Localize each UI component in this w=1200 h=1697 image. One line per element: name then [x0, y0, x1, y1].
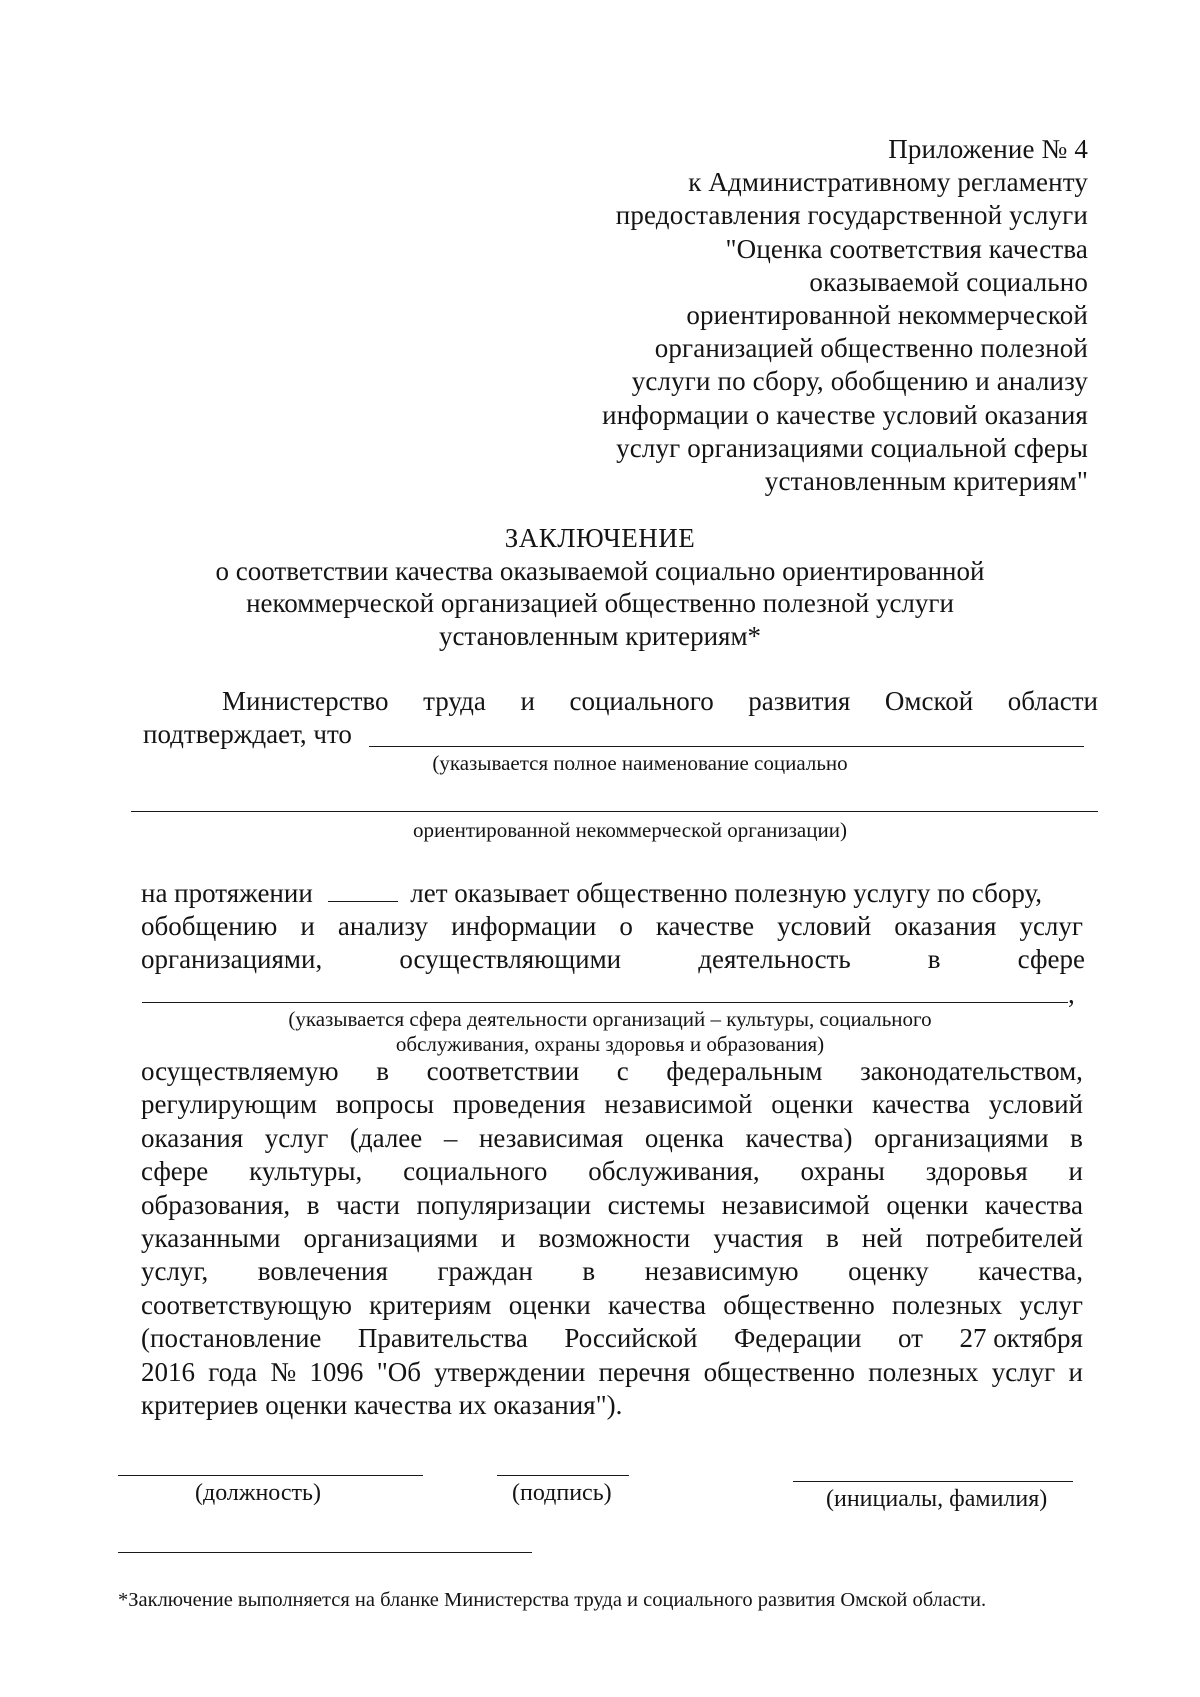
body-word: охраны — [800, 1156, 885, 1187]
organization-name-blank-2 — [131, 811, 1098, 812]
body-word: ней — [861, 1223, 903, 1254]
header-line-11: установленным критериям" — [764, 466, 1088, 497]
header-line-6: ориентированной некоммерческой — [686, 300, 1088, 331]
title-line-1: о соответствии качества оказываемой социально ориентированной — [215, 555, 985, 586]
body-word: вопросы — [335, 1089, 435, 1120]
body-word: от — [897, 1323, 923, 1354]
years-blank — [328, 900, 398, 902]
period-line-2-word: информации — [451, 911, 597, 941]
header-line-4: "Оценка соответствия качества — [725, 233, 1088, 264]
body-word: в — [826, 1223, 839, 1254]
intro-line-1 — [222, 685, 1098, 718]
body-word: законодательством, — [860, 1056, 1083, 1086]
period-line-3-word: в — [927, 944, 941, 974]
sphere-caption-1: (указывается сфера деятельности организаций – культуры, социального — [288, 1007, 932, 1031]
period-line-2-word: оказания — [894, 911, 997, 941]
organization-name-blank — [369, 746, 1084, 747]
organization-caption-2: ориентированной некоммерческой организации) — [413, 818, 847, 842]
body-word: проведения — [452, 1089, 586, 1120]
body-last-line: критериев оценки качества их оказания"). — [141, 1390, 623, 1421]
period-end-text: лет оказывает общественно полезную услугу по сбору, — [410, 878, 1043, 908]
period-line-3-word: деятельность — [698, 944, 851, 974]
name-label: (инициалы, фамилия) — [826, 1486, 1048, 1512]
body-word: граждан — [437, 1256, 533, 1287]
header-line-9: информации о качестве условий оказания — [602, 399, 1088, 430]
intro-line-2 — [143, 718, 352, 751]
body-word: обслуживания, — [588, 1156, 760, 1187]
body-line — [141, 1289, 1083, 1322]
body-word: условий — [988, 1089, 1083, 1120]
body-word: соответствии — [426, 1056, 580, 1086]
body-word: возможности — [538, 1223, 691, 1254]
body-word: (постановление — [141, 1323, 322, 1354]
header-line-5: оказываемой социально — [809, 266, 1088, 297]
body-line — [141, 1255, 1083, 1288]
body-line — [141, 1356, 1083, 1389]
body-word: федеральным — [666, 1056, 823, 1086]
attachment-header — [602, 133, 1088, 498]
period-line-3-word: организациями, — [141, 944, 323, 974]
body-word: в — [582, 1256, 596, 1287]
body-word: (далее — [349, 1122, 423, 1153]
body-word: полезных — [892, 1289, 1003, 1320]
body-line — [141, 1088, 1083, 1121]
body-word: услуг — [264, 1122, 329, 1153]
body-word: качества — [872, 1089, 971, 1120]
body-word: социального — [403, 1156, 548, 1187]
header-line-7: организацией общественно полезной — [654, 333, 1088, 364]
name-signature-line — [793, 1481, 1073, 1482]
header-line-2: к Административному регламенту — [688, 167, 1088, 198]
body-word: соответствующую — [141, 1289, 352, 1320]
header-line-8: услуги по сбору, обобщению и анализу — [631, 366, 1088, 397]
body-word: участия — [713, 1223, 804, 1254]
organization-caption-1: (указывается полное наименование социально — [432, 751, 848, 775]
body-word: независимая — [478, 1122, 624, 1153]
signature-label: (подпись) — [512, 1480, 612, 1506]
body-word: оценку — [848, 1256, 929, 1287]
body-word: в — [376, 1056, 389, 1086]
header-line-3: предоставления государственной услуги — [615, 200, 1088, 231]
period-start-text: на протяжении — [141, 878, 313, 908]
body-word: года — [208, 1356, 258, 1387]
period-line-3-word: осуществляющими — [399, 944, 622, 974]
period-line-2-word: и — [300, 911, 315, 941]
footnote-separator — [118, 1552, 532, 1553]
body-word: вовлечения — [257, 1256, 388, 1287]
body-word: 27 октября — [959, 1323, 1083, 1354]
body-word: общественно — [703, 1356, 856, 1387]
sphere-blank — [142, 1002, 1068, 1003]
body-line — [141, 1122, 1083, 1155]
header-line-1: Приложение № 4 — [888, 134, 1088, 164]
body-word: части — [336, 1189, 400, 1220]
period-line-1 — [141, 877, 1042, 910]
period-line-2-word: анализу — [337, 911, 429, 941]
body-word: полезных — [868, 1356, 979, 1387]
period-line-2 — [141, 910, 1083, 943]
body-word: независимую — [644, 1256, 799, 1287]
body-word: качества — [984, 1189, 1083, 1220]
body-word: критериям — [369, 1289, 492, 1320]
body-word: указанными — [141, 1223, 281, 1254]
body-word: услуг — [991, 1356, 1056, 1387]
body-word: и — [1068, 1356, 1083, 1387]
body-word: перечня — [598, 1356, 691, 1387]
body-word: Федерации — [733, 1323, 862, 1354]
body-word: в — [1070, 1122, 1083, 1153]
body-word: услуг — [1019, 1289, 1083, 1320]
position-signature-line — [118, 1475, 423, 1476]
body-word: № — [270, 1356, 297, 1387]
body-line — [141, 1222, 1083, 1255]
period-line-2-word: условий — [777, 911, 872, 941]
body-word: – — [443, 1122, 458, 1153]
body-word: "Об — [376, 1356, 421, 1387]
body-word: и — [1068, 1156, 1083, 1187]
period-line-2-word: качестве — [655, 911, 755, 941]
body-word: организациями — [303, 1223, 478, 1254]
title-heading: ЗАКЛЮЧЕНИЕ — [504, 523, 696, 553]
body-word: Российской — [564, 1323, 698, 1354]
period-line-3 — [141, 943, 1085, 976]
body-word: качества, — [978, 1256, 1083, 1287]
body-word: регулирующим — [141, 1089, 317, 1120]
body-word: в — [306, 1189, 320, 1220]
sphere-comma: , — [1068, 979, 1075, 1009]
title-line-3: установленным критериям* — [438, 620, 762, 651]
body-word: общественно — [723, 1289, 875, 1320]
body-word: оценки — [508, 1289, 591, 1320]
body-word: услуг, — [141, 1256, 209, 1287]
body-word: культуры, — [249, 1156, 363, 1187]
period-line-2-word: о — [619, 911, 633, 941]
body-word: организациями — [874, 1122, 1049, 1153]
body-word: и — [500, 1223, 516, 1254]
document-title — [150, 522, 1050, 652]
body-word: с — [616, 1056, 629, 1086]
body-word: оценки — [886, 1189, 969, 1220]
body-word: образования, — [141, 1189, 291, 1220]
title-line-2: некоммерческой организацией общественно полезной услуги — [246, 588, 954, 618]
body-word: Правительства — [357, 1323, 528, 1354]
body-word: 1096 — [309, 1356, 364, 1387]
body-word: осуществляемую — [141, 1056, 339, 1086]
intro-confirms-text: подтверждает, что — [143, 719, 352, 749]
body-word: независимой — [604, 1089, 753, 1120]
body-word: оценка — [644, 1122, 724, 1153]
body-word: утверждении — [434, 1356, 586, 1387]
intro-line-1-word: Омской — [884, 686, 974, 716]
body-word: потребителей — [925, 1223, 1083, 1254]
period-line-2-word: обобщению — [141, 911, 278, 941]
sphere-caption-2: обслуживания, охраны здоровья и образования) — [395, 1032, 825, 1056]
body-word: качества) — [745, 1122, 853, 1153]
intro-line-1-word: труда — [423, 686, 486, 716]
body-word: оказания — [141, 1122, 244, 1153]
body-word: популяризации — [416, 1189, 592, 1220]
header-line-10: услуг организациями социальной сферы — [616, 432, 1088, 463]
footnote-text: *Заключение выполняется на бланке Министерства труда и социального развития Омской области. — [118, 1589, 987, 1611]
intro-line-1-word: и — [520, 686, 535, 716]
intro-line-1-word: социального — [569, 686, 714, 716]
period-line-2-word: услуг — [1019, 911, 1083, 941]
body-line — [141, 1155, 1083, 1188]
body-line — [141, 1322, 1083, 1355]
position-label: (должность) — [195, 1480, 321, 1506]
main-paragraph — [141, 1055, 1083, 1422]
body-word: сфере — [141, 1156, 209, 1187]
body-word: независимой — [721, 1189, 870, 1220]
intro-line-1-word: Министерство — [222, 686, 389, 716]
body-word: качества — [607, 1289, 706, 1320]
body-word: системы — [607, 1189, 706, 1220]
body-word: 2016 — [141, 1356, 195, 1387]
body-word: здоровья — [925, 1156, 1028, 1187]
intro-line-1-word: развития — [748, 686, 851, 716]
signature-line — [497, 1475, 629, 1476]
period-line-3-word: сфере — [1017, 944, 1085, 974]
body-line — [141, 1055, 1083, 1088]
intro-line-1-word: области — [1007, 686, 1098, 716]
body-line — [141, 1189, 1083, 1222]
body-word: оценки — [771, 1089, 854, 1120]
